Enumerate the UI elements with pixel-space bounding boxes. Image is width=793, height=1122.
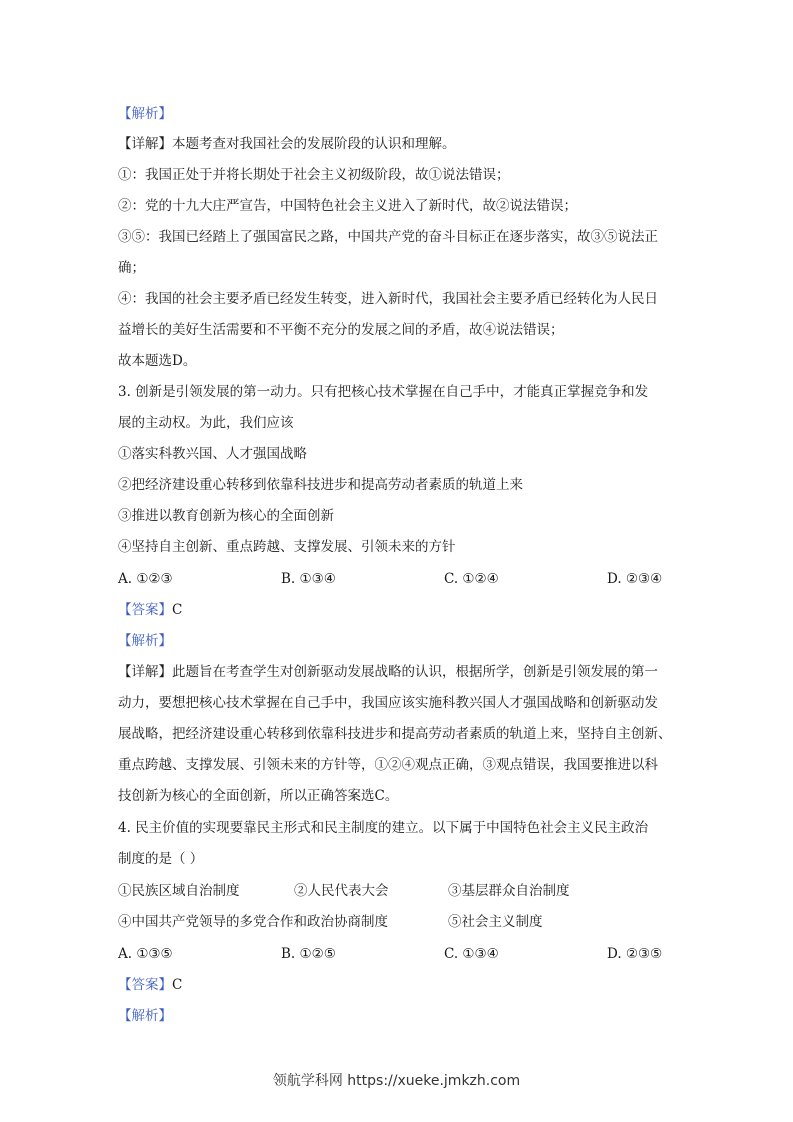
explanation-line: ①：我国正处于并将长期处于社会主义初级阶段，故①说法错误； [118,167,510,183]
choice-item: ②人民代表大会 [294,883,389,899]
explanation-line: 益增长的美好生活需要和不平衡不充分的发展之间的矛盾，故④说法错误； [118,322,564,338]
answer-value: C [172,977,183,993]
choice-item: ⑤社会主义制度 [448,914,543,930]
question-3-stem: 展的主动权。为此，我们应该 [118,415,294,431]
option-d: D. ②③⑤ [607,946,663,962]
question-4-stem: 4. 民主价值的实现要靠民主形式和民主制度的建立。以下属于中国特色社会主义民主政治 [118,820,649,836]
detail-line: 展战略，把经济建设重心转移到依靠科技进步和提高劳动者素质的轨道上来，坚持自主创新、 [118,726,672,742]
option-a: A. ①②③ [118,571,173,587]
question-4-stem: 制度的是（ ） [118,851,204,867]
detail-intro: 【详解】本题考查对我国社会的发展阶段的认识和理解。 [118,136,456,152]
question-3-item: ②把经济建设重心转移到依靠科技进步和提高劳动者素质的轨道上来 [118,477,523,493]
option-b: B. ①③④ [281,571,336,587]
option-d: D. ②③④ [607,571,663,587]
option-c: C. ①③④ [444,946,499,962]
answer-label: 【答案】 [118,602,172,618]
analysis-heading: 【解析】 [118,106,172,122]
question-3-item: ③推进以教育创新为核心的全面创新 [118,508,334,524]
option-c: C. ①②④ [444,571,499,587]
choice-item: ④中国共产党领导的多党合作和政治协商制度 [118,914,388,930]
question-3-item: ④坚持自主创新、重点跨越、支撑发展、引领未来的方针 [118,539,456,555]
analysis-heading: 【解析】 [118,633,172,649]
answer-line [118,975,182,995]
explanation-line: ④：我国的社会主要矛盾已经发生转变，进入新时代，我国社会主要矛盾已经转化为人民日 [118,291,658,307]
choice-item: ③基层群众自治制度 [448,883,570,899]
question-3-item: ①落实科教兴国、人才强国战略 [118,446,307,462]
option-b: B. ①②⑤ [281,946,336,962]
footer-watermark: 领航学科网 https://xueke.jmkzh.com [272,1073,521,1089]
conclusion: 故本题选D。 [118,353,197,369]
analysis-heading: 【解析】 [118,1008,172,1024]
answer-label: 【答案】 [118,977,172,993]
detail-line: 动力，要想把核心技术掌握在自己手中，我国应该实施科教兴国人才强国战略和创新驱动发 [118,695,658,711]
choice-item: ①民族区域自治制度 [118,883,240,899]
option-a: A. ①③⑤ [118,946,173,962]
answer-line [118,600,182,620]
detail-line: 技创新为核心的全面创新，所以正确答案选C。 [118,788,399,804]
question-3-stem: 3. 创新是引领发展的第一动力。只有把核心技术掌握在自己手中，才能真正掌握竞争和发 [118,384,649,400]
answer-value: C [172,602,183,618]
detail-line: 重点跨越、支撑发展、引领未来的方针等，①②④观点正确，③观点错误，我国要推进以科 [118,757,658,773]
explanation-line: 确； [118,260,145,276]
explanation-line: ②：党的十九大庄严宣告，中国特色社会主义进入了新时代，故②说法错误； [118,198,577,214]
detail-line: 【详解】此题旨在考查学生对创新驱动发展战略的认识，根据所学，创新是引领发展的第一 [118,664,658,680]
explanation-line: ③⑤：我国已经踏上了强国富民之路，中国共产党的奋斗目标正在逐步落实，故③⑤说法正 [118,229,658,245]
